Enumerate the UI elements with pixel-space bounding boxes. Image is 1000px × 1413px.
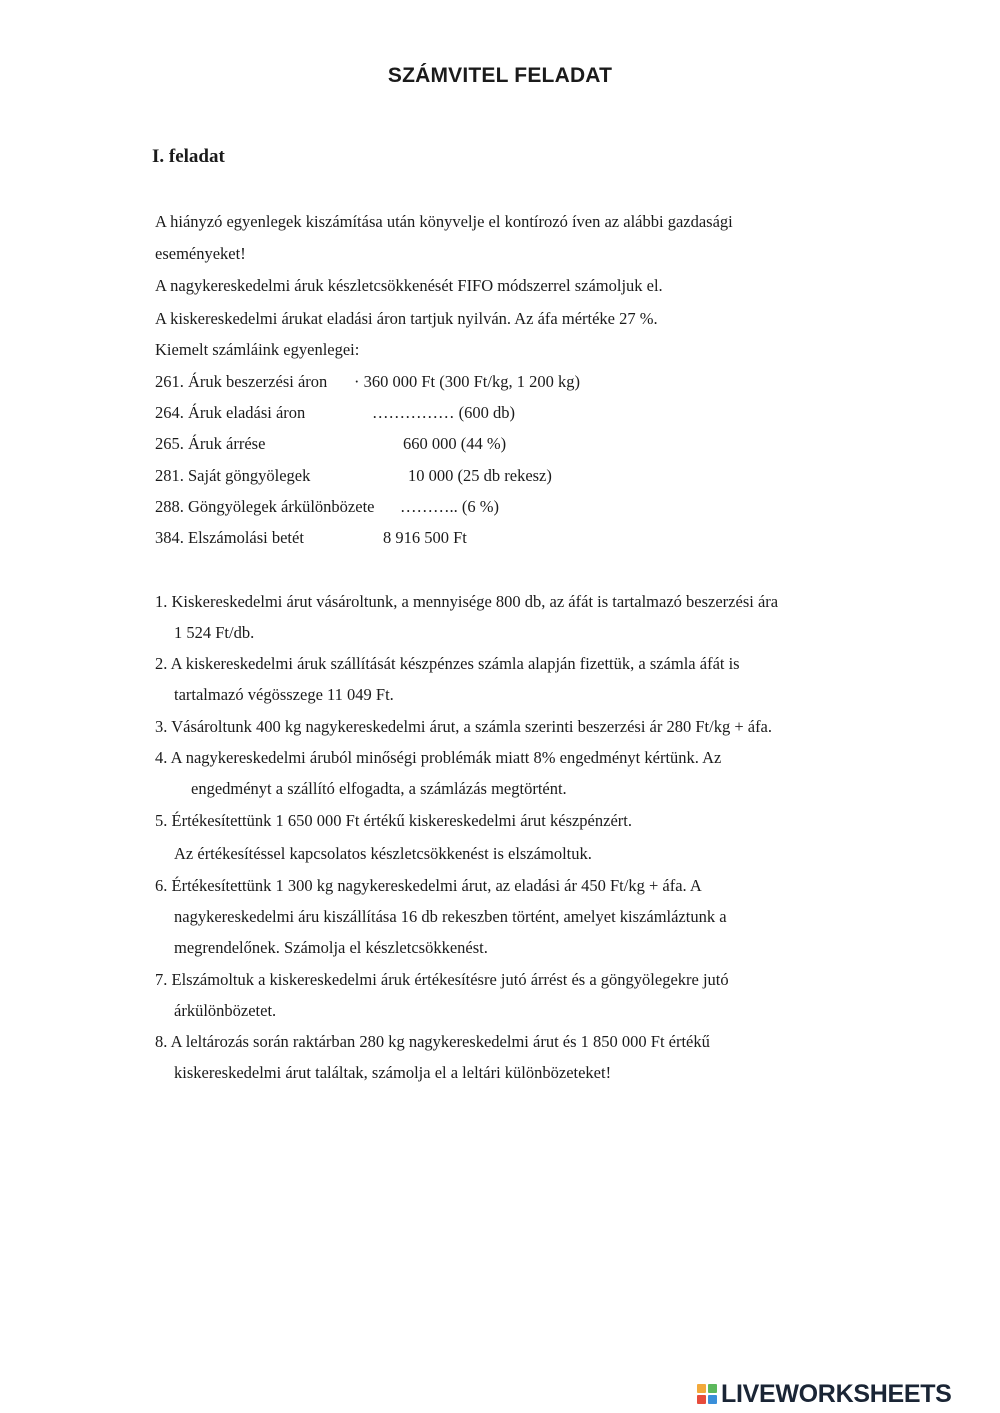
task-line: tartalmazó végösszege 11 049 Ft. [174,685,394,704]
account-label: 264. Áruk eladási áron [155,403,306,422]
account-label: 261. Áruk beszerzési áron [155,372,328,391]
account-value: 8 916 500 Ft [383,528,467,547]
account-value: 10 000 (25 db rekesz) [408,466,552,485]
account-label: 288. Göngyölegek árkülönbözete [155,497,375,516]
account-value: …………… (600 db) [372,403,515,422]
task-line: 1 524 Ft/db. [174,623,255,642]
account-value: 660 000 (44 %) [403,434,507,453]
intro-line: A kiskereskedelmi árukat eladási áron tartjuk nyilván. Az áfa mértéke 27 %. [155,309,658,328]
logo-text: LIVEWORKSHEETS [721,1379,952,1408]
task-line: 7. Elszámoltuk a kiskereskedelmi áruk értékesítésre jutó árrést és a göngyölegekre jutó [155,970,729,989]
task-line: kiskereskedelmi árut találtak, számolja el a leltári különbözeteket! [174,1063,612,1082]
intro-line: Kiemelt számláink egyenlegei: [155,340,360,359]
task-line: 3. Vásároltunk 400 kg nagykereskedelmi árut, a számla szerinti beszerzési ár 280 Ft/kg + áfa. [155,717,773,736]
task-line: Az értékesítéssel kapcsolatos készletcsökkenést is elszámoltuk. [174,844,592,863]
account-label: 265. Áruk árrése [155,434,266,453]
task-line: 2. A kiskereskedelmi áruk szállítását készpénzes számla alapján fizettük, a számla áfát is [155,654,740,673]
task-line: 5. Értékesítettünk 1 650 000 Ft értékű kiskereskedelmi árut készpénzért. [155,811,632,830]
task-line: árkülönbözetet. [174,1001,277,1020]
task-line: megrendelőnek. Számolja el készletcsökkenést. [174,938,488,957]
account-label: 281. Saját göngyölegek [155,466,311,485]
task-line: 4. A nagykereskedelmi áruból minőségi problémák miatt 8% engedményt kértünk. Az [155,748,722,767]
task-line: 1. Kiskereskedelmi árut vásároltunk, a mennyisége 800 db, az áfát is tartalmazó beszerzési ára [155,592,779,611]
intro-line: A hiányzó egyenlegek kiszámítása után könyvelje el kontírozó íven az alábbi gazdasági [155,212,733,231]
account-label: 384. Elszámolási betét [155,528,304,547]
account-value: · 360 000 Ft (300 Ft/kg, 1 200 kg) [354,372,580,391]
task-line: 6. Értékesítettünk 1 300 kg nagykereskedelmi árut, az eladási ár 450 Ft/kg + áfa. A [155,876,702,895]
logo-grid-icon [697,1384,717,1404]
liveworksheets-logo [697,1380,952,1408]
intro-line: A nagykereskedelmi áruk készletcsökkenését FIFO módszerrel számoljuk el. [155,276,663,295]
page-title: SZÁMVITEL FELADAT [387,64,613,87]
section-heading: I. feladat [152,146,225,167]
task-line: nagykereskedelmi áru kiszállítása 16 db rekeszben történt, amelyet kiszámláztunk a [174,907,727,926]
task-line: engedményt a szállító elfogadta, a számlázás megtörtént. [191,779,567,798]
task-line: 8. A leltározás során raktárban 280 kg nagykereskedelmi árut és 1 850 000 Ft értékű [155,1032,710,1051]
account-value: ……….. (6 %) [400,497,499,516]
intro-line: eseményeket! [155,244,246,263]
